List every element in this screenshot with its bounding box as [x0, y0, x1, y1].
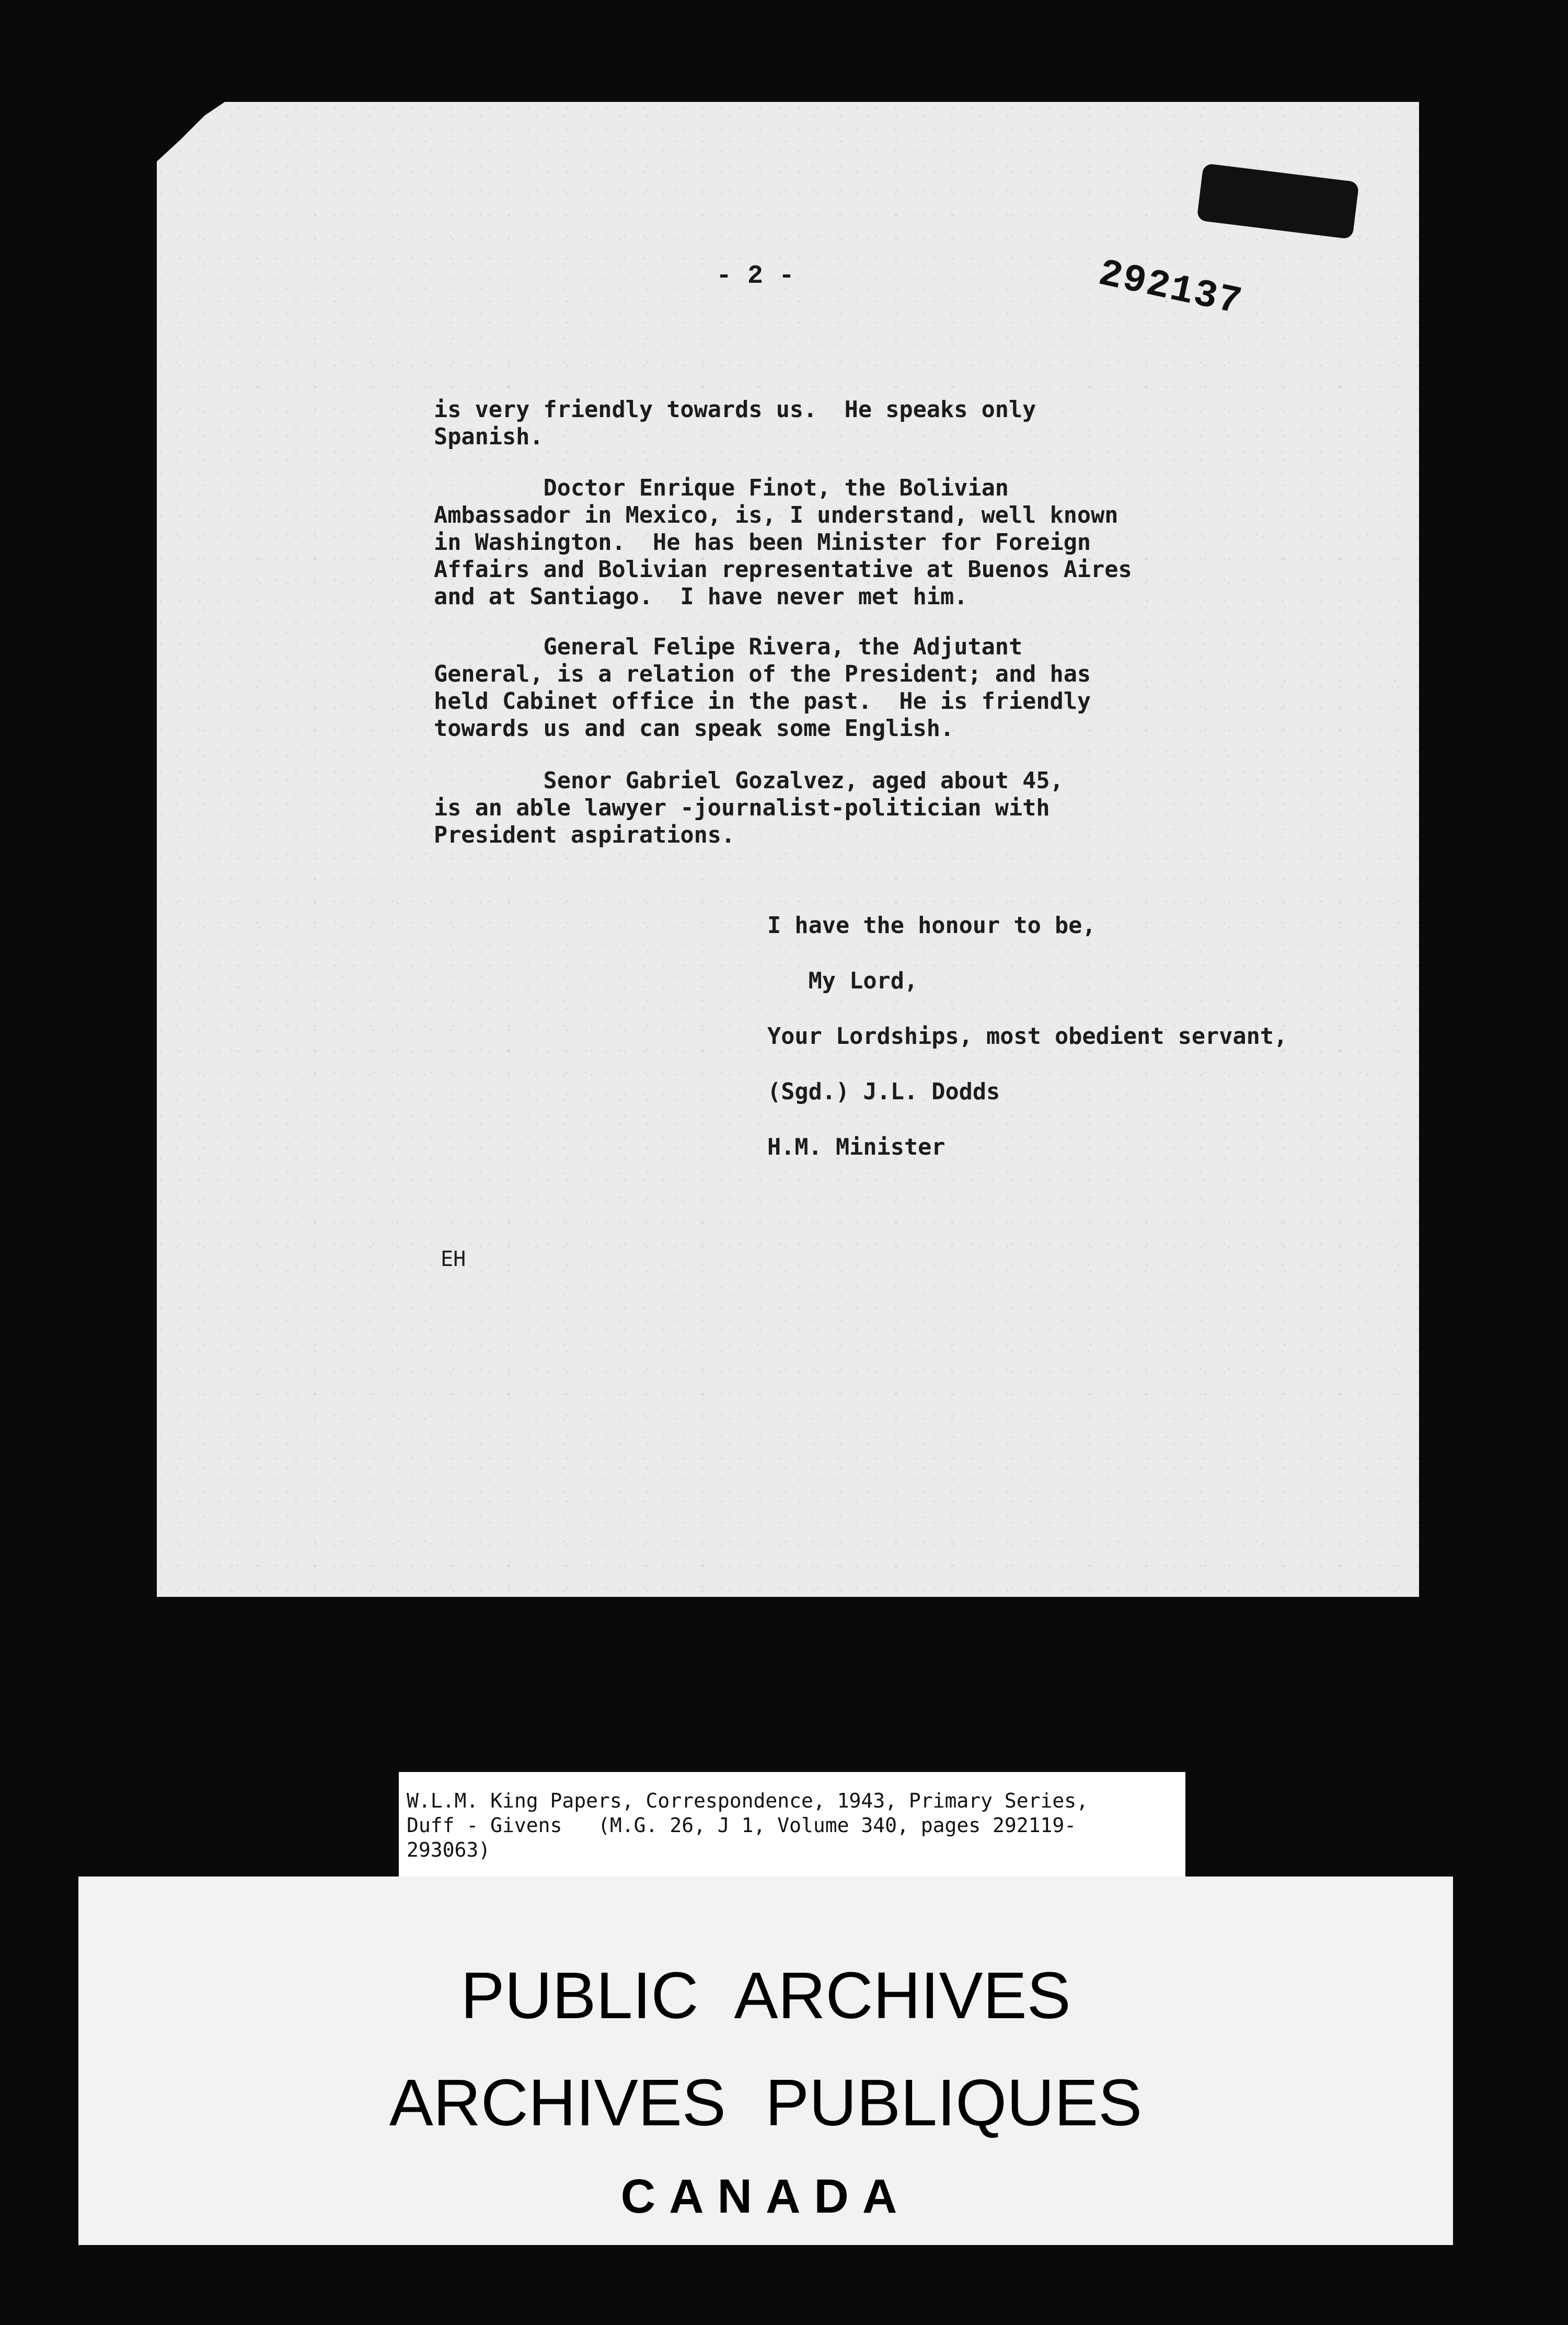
letter-paragraph-4: Senor Gabriel Gozalvez, aged about 45, is an able lawyer -journalist-politician with President aspirations.: [434, 768, 1064, 848]
archives-line-country: CANADA: [620, 2170, 911, 2223]
archive-stamp-number: 292137: [1094, 251, 1247, 326]
reference-label-text: W.L.M. King Papers, Correspondence, 1943, Primary Series, Duff - Givens (M.G. 26, J 1, Volume 340, pages 292119- 293063): [407, 1789, 1089, 1861]
letter-closing: I have the honour to be, My Lord, Your Lordships, most obedient servant, (Sgd.) J.L. Dodds H.M. Minister: [767, 913, 1288, 1160]
page-number: - 2 -: [716, 261, 795, 291]
letter-paragraph-3: General Felipe Rivera, the Adjutant General, is a relation of the President; and has held Cabinet office in the past. He is friendly towards us and can speak some English.: [434, 634, 1091, 742]
archives-line-english: PUBLIC ARCHIVES: [460, 1959, 1071, 2032]
letter-paragraph-2: Doctor Enrique Finot, the Bolivian Ambassador in Mexico, is, I understand, well known in Washington. He has been Minister for Foreign Affairs and Bolivian representative at Buenos Aires and at Santiago. I have never met him.: [434, 475, 1132, 610]
typist-initials: EH: [441, 1247, 466, 1271]
letter-page: [157, 102, 1419, 1597]
letter-paragraph-1: is very friendly towards us. He speaks only Spanish.: [434, 397, 1036, 450]
archives-line-french: ARCHIVES PUBLIQUES: [389, 2066, 1143, 2139]
